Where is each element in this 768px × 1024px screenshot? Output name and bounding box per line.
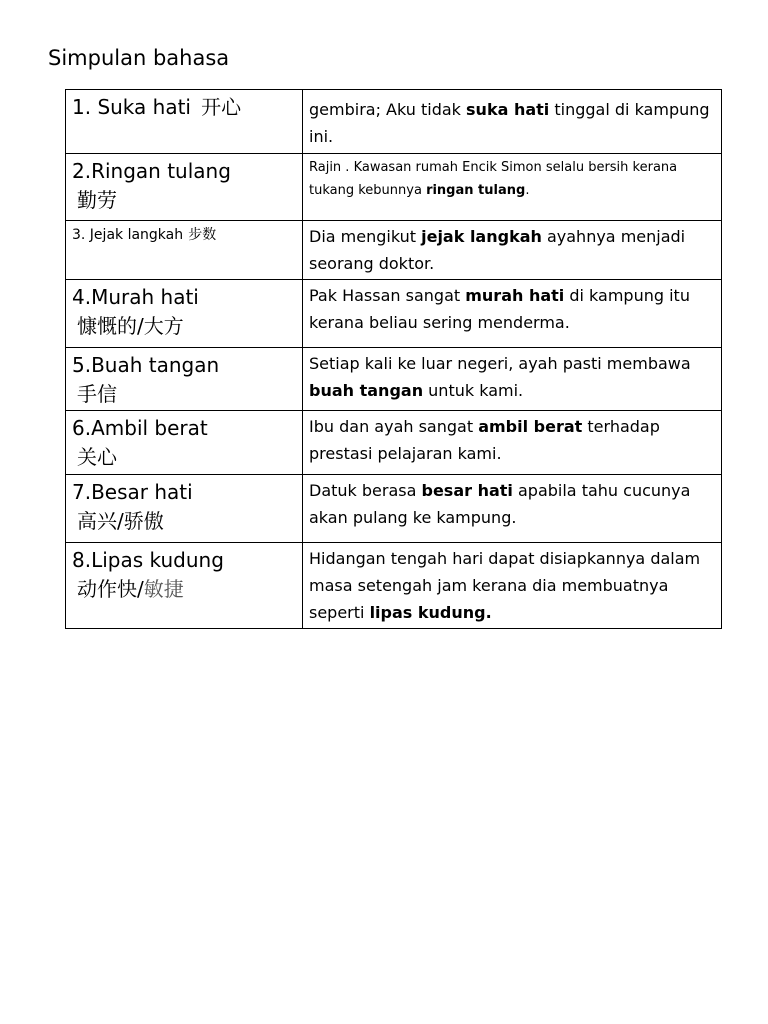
example-cell [303,280,722,348]
idiom-term: 8.Lipas kudung [72,548,224,572]
table-row [66,543,722,629]
example-idiom: suka hati [466,100,550,119]
table-row [66,348,722,411]
idiom-term: 5.Buah tangan [72,353,220,377]
example-cell [303,154,722,221]
table-row [66,221,722,280]
table-row [66,154,722,221]
term-cell [66,411,303,475]
example-idiom: ringan tulang [426,183,526,198]
term-cell [66,475,303,543]
idiom-chinese-alt: 敏捷 [143,577,184,601]
idiom-chinese: 慷慨的/大方 [77,314,184,338]
idiom-chinese: 步数 [188,227,217,243]
page-title: Simpulan bahasa [48,46,230,70]
example-cell [303,543,722,629]
example-idiom: besar hati [421,481,513,500]
idiom-chinese-main: 动作快/ [77,577,144,601]
idiom-term: 3. Jejak langkah [72,227,184,243]
idiom-table [65,89,722,629]
term-cell [66,348,303,411]
example-cell [303,475,722,543]
example-text: ayahnya menjadi seorang doktor. [309,227,686,273]
example-text: Rajin . Kawasan rumah Encik Simon selalu bersih kerana tukang kebunnya [309,160,678,198]
idiom-chinese: 手信 [77,382,117,406]
idiom-term: 1. Suka hati [72,95,191,119]
table-row [66,411,722,475]
example-cell [303,221,722,280]
example-text: untuk kami. [423,381,524,400]
table-row [66,90,722,154]
example-idiom: lipas kudung. [369,603,492,622]
example-text: . [525,183,530,198]
idiom-term: 6.Ambil berat [72,416,208,440]
term-cell [66,280,303,348]
term-cell [66,543,303,629]
example-text: Ibu dan ayah sangat [309,417,479,436]
idiom-chinese [72,575,296,603]
idiom-chinese: 关心 [77,445,117,469]
idiom-chinese: 高兴/骄傲 [77,509,164,533]
example-text: Setiap kali ke luar negeri, ayah pasti membawa [309,354,691,373]
idiom-term: 2.Ringan tulang [72,159,231,183]
example-cell [303,90,722,154]
idiom-chinese: 开心 [201,95,242,119]
example-idiom: ambil berat [478,417,583,436]
term-cell [66,221,303,280]
term-cell [66,90,303,154]
example-idiom: murah hati [465,286,565,305]
example-text: di kampung itu kerana beliau sering menderma. [309,286,690,332]
term-cell [66,154,303,221]
example-text: Pak Hassan sangat [309,286,466,305]
example-text: Hidangan tengah hari dapat disiapkannya dalam masa setengah jam kerana dia membuatnya seperti [309,549,701,622]
example-text: tinggal di kampung ini. [309,100,710,146]
example-text: gembira; Aku tidak [309,100,467,119]
example-idiom: jejak langkah [421,227,542,246]
table-row [66,280,722,348]
example-idiom: buah tangan [309,381,424,400]
idiom-term: 4.Murah hati [72,285,199,309]
idiom-term: 7.Besar hati [72,480,193,504]
example-text: apabila tahu cucunya akan pulang ke kampung. [309,481,691,527]
example-text: terhadap prestasi pelajaran kami. [309,417,660,463]
example-text: Datuk berasa [309,481,422,500]
example-cell [303,411,722,475]
idiom-chinese: 勤劳 [77,188,117,212]
example-cell [303,348,722,411]
table-row [66,475,722,543]
example-text: Dia mengikut [309,227,422,246]
